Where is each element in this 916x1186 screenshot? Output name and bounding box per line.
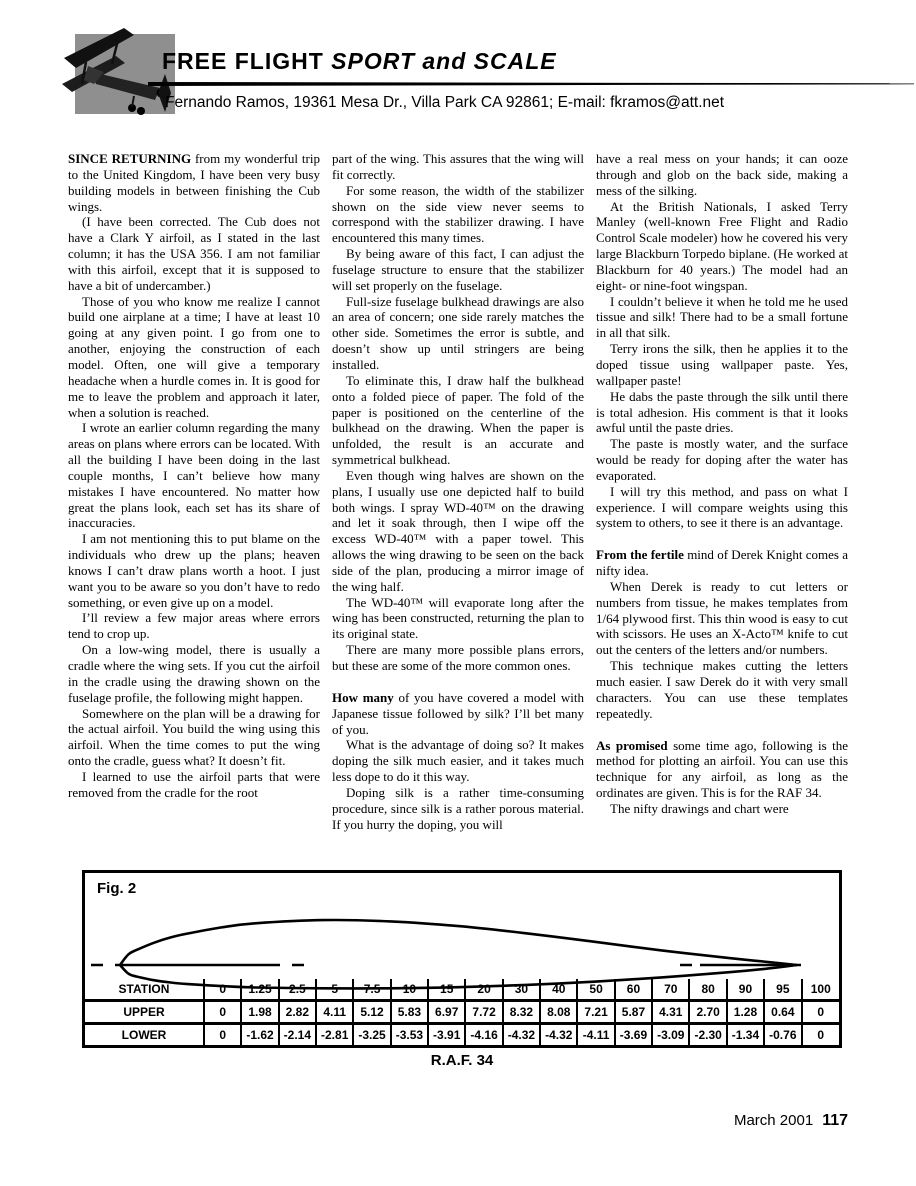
table-cell: 1.28 bbox=[727, 1001, 764, 1024]
table-cell: -2.14 bbox=[279, 1024, 316, 1046]
paragraph: This technique makes cutting the letters much easier. I saw Derek do it with very small characters. You can use these templates repeatedly. bbox=[596, 658, 848, 721]
table-cell: 4.31 bbox=[652, 1001, 689, 1024]
table-cell: 0.64 bbox=[764, 1001, 801, 1024]
table-cell: 7.5 bbox=[353, 979, 390, 1001]
table-cell: 4.11 bbox=[316, 1001, 353, 1024]
row-label: STATION bbox=[85, 979, 204, 1001]
body-column-1 bbox=[68, 151, 320, 832]
table-cell: 2.70 bbox=[689, 1001, 726, 1024]
body-column-3 bbox=[596, 151, 848, 832]
table-cell: 40 bbox=[540, 979, 577, 1001]
paragraph: SINCE RETURNING from my wonderful trip to the United Kingdom, I have been very busy building models in between finishing the Cub wings. bbox=[68, 151, 320, 214]
table-cell: 0 bbox=[204, 979, 241, 1001]
table-cell: 60 bbox=[615, 979, 652, 1001]
footer-page-number: 117 bbox=[822, 1112, 848, 1129]
paragraph: I wrote an earlier column regarding the many areas on plans where errors can be located. With all the building I have been doing in the last couple months, I can’t believe how many mistakes I have encountered. No matter how great the plans look, each set has its share of inaccuracies. bbox=[68, 420, 320, 531]
title-rule bbox=[148, 82, 914, 87]
footer-date: March 2001 bbox=[733, 1112, 814, 1129]
figure-label: Fig. 2 bbox=[97, 880, 137, 897]
paragraph: I’ll review a few major areas where errors tend to crop up. bbox=[68, 610, 320, 642]
paragraph: By being aware of this fact, I can adjust the fuselage structure to ensure that the stabilizer will set properly on the fuselage. bbox=[332, 246, 584, 293]
table-cell: -0.76 bbox=[764, 1024, 801, 1046]
table-cell: -4.32 bbox=[503, 1024, 540, 1046]
table-cell: 7.72 bbox=[465, 1001, 502, 1024]
paragraph: Doping silk is a rather time-consuming procedure, since silk is a rather porous material. If you hurry the doping, you will bbox=[332, 784, 584, 832]
paragraph: I am not mentioning this to put blame on the individuals who drew up the plans; heaven knows I can’t draw plans worth a hoot. I just want you to be aware so you don’t have to redo something, or even give up on a model. bbox=[68, 531, 320, 610]
row-label: LOWER bbox=[85, 1024, 204, 1046]
table-cell: 50 bbox=[577, 979, 614, 1001]
paragraph: On a low-wing model, there is usually a cradle where the wing sets. If you cut the airfoil in the cradle using the drawing shown on the fuselage profile, the following might happen. bbox=[68, 642, 320, 705]
paragraph: have a real mess on your hands; it can ooze through and glob on the back side, making a mess of the silking. bbox=[596, 151, 848, 198]
table-cell: -3.25 bbox=[353, 1024, 390, 1046]
table-cell: 0 bbox=[802, 1024, 840, 1046]
table-cell: 5 bbox=[316, 979, 353, 1001]
table-cell: 10 bbox=[391, 979, 428, 1001]
table-cell: -2.81 bbox=[316, 1024, 353, 1046]
table-row bbox=[85, 979, 839, 1001]
paragraph: When Derek is ready to cut letters or numbers from tissue, he makes templates from 1/64 plywood first. This thin wood is easy to cut with scissors. He uses an X-Acto™ knife to cut out the centers of the letters and/or numbers. bbox=[596, 578, 848, 658]
table-cell: -3.69 bbox=[615, 1024, 652, 1046]
table-cell: 95 bbox=[764, 979, 801, 1001]
table-cell: 6.97 bbox=[428, 1001, 465, 1024]
paragraph: (I have been corrected. The Cub does not have a Clark Y airfoil, as I stated in the last column; it has the USA 356. I am not familiar with this airfoil, except that it is supposed to have a bit of undercamber.) bbox=[68, 214, 320, 293]
paragraph-lead: How many bbox=[332, 689, 394, 705]
paragraph: The WD-40™ will evaporate long after the wing has been constructed, returning the plan to its original state. bbox=[332, 594, 584, 642]
table-cell: 20 bbox=[465, 979, 502, 1001]
table-cell: -4.11 bbox=[577, 1024, 614, 1046]
paragraph: I learned to use the airfoil parts that were removed from the cradle for the root bbox=[68, 768, 320, 800]
table-cell: 2.5 bbox=[279, 979, 316, 1001]
paragraph: What is the advantage of doing so? It makes doping the silk much easier, and it takes much less dope to do it this way. bbox=[332, 737, 584, 785]
paragraph: The nifty drawings and chart were bbox=[610, 800, 789, 816]
paragraph: Full-size fuselage bulkhead drawings are also an area of concern; one side rarely matches the other side. Sometimes the error is subtle, and doesn’t show up until stringers are being installed. bbox=[332, 293, 584, 372]
table-cell: 5.83 bbox=[391, 1001, 428, 1024]
paragraph: part of the wing. This assures that the wing will fit correctly. bbox=[332, 151, 584, 182]
table-cell: 100 bbox=[802, 979, 840, 1001]
paragraph-lead: As promised bbox=[596, 737, 668, 753]
paragraph-lead: SINCE RETURNING bbox=[68, 151, 192, 166]
table-cell: 30 bbox=[503, 979, 540, 1001]
table-cell: 0 bbox=[802, 1001, 840, 1024]
figure-caption: R.A.F. 34 bbox=[430, 1052, 494, 1069]
paragraph: The paste is mostly water, and the surface would be ready for doping after the water has evaporated. bbox=[596, 436, 848, 483]
table-cell: 70 bbox=[652, 979, 689, 1001]
paragraph: As promised some time ago, following is the method for plotting an airfoil. You can use this technique for any airfoil, as long as the ordinates are given. This is for the RAF 34. bbox=[596, 737, 849, 801]
paragraph: Somewhere on the plan will be a drawing for the actual airfoil. You build the wing using this airfoil. When the time comes to put the wing onto the cradle, guess what? It doesn’t fit. bbox=[68, 705, 320, 769]
airfoil-upper-surface bbox=[120, 920, 797, 965]
paragraph: To eliminate this, I draw half the bulkhead onto a folded piece of paper. The fold of the paper is positioned on the centerline of the bulkhead on the drawing. When the paper is unfolded, the result is an accurate and symmetrical bulkhead. bbox=[332, 372, 584, 468]
row-label: UPPER bbox=[85, 1001, 204, 1024]
table-cell: 0 bbox=[204, 1001, 241, 1024]
paragraph: At the British Nationals, I asked Terry Manley (well-known Free Flight and Radio Control Scale modeler) how he covered his very large Blackburn Torpedo biplane. (He worked at Blackburn for 40 years.) The model had an eight- or nine-foot wingspan. bbox=[596, 198, 848, 293]
body-column-2 bbox=[332, 151, 584, 832]
table-cell: 7.21 bbox=[577, 1001, 614, 1024]
table-row bbox=[85, 1024, 839, 1046]
table-cell: -3.53 bbox=[391, 1024, 428, 1046]
table-cell: 8.32 bbox=[503, 1001, 540, 1024]
table-cell: 0 bbox=[204, 1024, 241, 1046]
column-title bbox=[162, 48, 557, 75]
table-cell: -1.62 bbox=[241, 1024, 278, 1046]
table-cell: -3.91 bbox=[428, 1024, 465, 1046]
table-cell: 5.87 bbox=[615, 1001, 652, 1024]
ordinates-table bbox=[85, 979, 839, 1045]
paragraph: Even though wing halves are shown on the plans, I usually use one depicted half to build both wings. I spray WD-40™ on the drawing and let it soak through, then I wipe off the excess WD-40™ with a paper towel. This allows the wing drawing to be seen on the back side of the plan, producing a mirror image of the wing half. bbox=[332, 467, 584, 594]
table-cell: 5.12 bbox=[353, 1001, 390, 1024]
table-cell: 80 bbox=[689, 979, 726, 1001]
table-cell: 1.25 bbox=[241, 979, 278, 1001]
table-cell: -4.16 bbox=[465, 1024, 502, 1046]
table-cell: 90 bbox=[727, 979, 764, 1001]
table-row bbox=[85, 1001, 839, 1024]
table-cell: 1.98 bbox=[241, 1001, 278, 1024]
paragraph-lead: From the fertile bbox=[596, 547, 684, 563]
table-cell: -2.30 bbox=[689, 1024, 726, 1046]
table-cell: 8.08 bbox=[540, 1001, 577, 1024]
paragraph: I will try this method, and pass on what I experience. I will compare weights using this system to others, to see it there is an advantage. bbox=[596, 483, 848, 531]
paragraph: I couldn’t believe it when he told me he used tissue and silk! There had to be a small fortune in all that silk. bbox=[596, 293, 848, 341]
byline: Fernando Ramos, 19361 Mesa Dr., Villa Park CA 92861; E-mail: fkramos@att.net bbox=[165, 94, 725, 111]
table-cell: -1.34 bbox=[727, 1024, 764, 1046]
table-cell: 15 bbox=[428, 979, 465, 1001]
title-main: FREE FLIGHT bbox=[162, 48, 324, 74]
table-cell: -4.32 bbox=[540, 1024, 577, 1046]
footer bbox=[734, 1112, 848, 1130]
article-body bbox=[68, 151, 848, 832]
table-cell: 2.82 bbox=[279, 1001, 316, 1024]
table-cell: -3.09 bbox=[652, 1024, 689, 1046]
paragraph: Terry irons the silk, then he applies it to the doped tissue using wallpaper paste. Yes, wallpaper paste! bbox=[596, 341, 848, 388]
paragraph: He dabs the paste through the silk until there is total adhesion. His comment is that it looks awful until the paste dries. bbox=[596, 388, 848, 436]
paragraph: There are many more possible plans errors, but these are some of the more common ones. bbox=[332, 642, 584, 673]
paragraph: How many of you have covered a model with Japanese tissue followed by silk? I’ll bet many of you. bbox=[332, 689, 585, 737]
paragraph: Those of you who know me realize I cannot build one airplane at a time; I have at least 10 going at any given point. I go from one to another, enjoying the construction of each model. Often, one will give a temporary headache when a hurdle comes in. It is good for me to leave the problem and approach it later, when a solution is reached. bbox=[68, 293, 320, 420]
paragraph: From the fertile mind of Derek Knight comes a nifty idea. bbox=[596, 547, 849, 579]
figure-box bbox=[82, 870, 842, 1048]
paragraph: For some reason, the width of the stabilizer shown on the side view never seems to correspond with the stabilizer drawing. I have encountered this many times. bbox=[332, 182, 584, 246]
title-italic: SPORT and SCALE bbox=[331, 48, 557, 74]
